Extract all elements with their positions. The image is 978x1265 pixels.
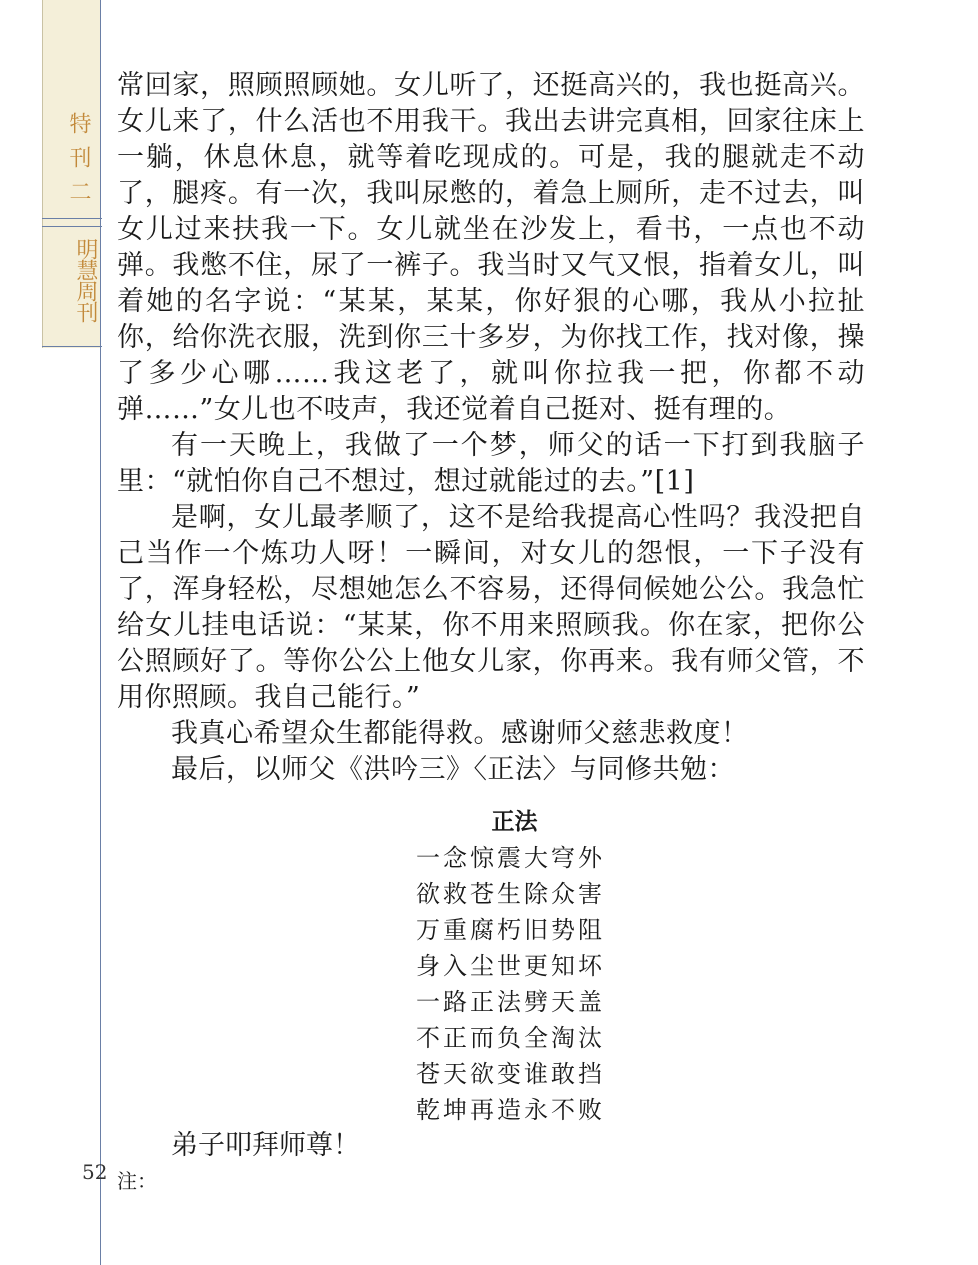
sidebar-bottom-rule xyxy=(42,346,102,347)
note-label: 注： xyxy=(117,1169,157,1193)
sidebar-divider-top xyxy=(42,218,102,219)
article-body xyxy=(117,68,865,788)
page-number: 52 xyxy=(82,1160,108,1184)
paragraph-2: 有一天晚上，我做了一个梦，师父的话一下打到我脑子里：“就怕你自己不想过，想过就能过的去。”[1] xyxy=(117,430,865,497)
paragraph-5: 最后，以师父《洪吟三》〈正法〉与同修共勉： xyxy=(171,754,735,785)
paragraph-3: 是啊，女儿最孝顺了，这不是给我提高心性吗？我没把自己当作一个炼功人呀！一瞬间，对女儿的怨恨，一下子没有了，浑身轻松，尽想她怎么不容易，还得伺候她公公。我急忙给女儿挂电话说：“某某，你不用来照顾我。你在家，把你公公照顾好了。等你公公上他女儿家，你再来。我有师父管，不用你照顾。我自己能行。” xyxy=(117,502,865,713)
publication-label: 明慧周刊 xyxy=(73,238,98,322)
poem-title: 正法 xyxy=(491,808,538,835)
margin-rule xyxy=(100,0,101,1265)
poem-line: 身入尘世更知坏 xyxy=(416,952,605,980)
poem-line: 欲救苍生除众害 xyxy=(416,880,605,908)
closing-line: 弟子叩拜师尊！ xyxy=(171,1130,360,1161)
poem-body xyxy=(416,840,646,1128)
poem-line: 不正而负全淘汰 xyxy=(416,1024,605,1052)
paragraph-1: 常回家，照顾照顾她。女儿听了，还挺高兴的，我也挺高兴。女儿来了，什么活也不用我干。我出去讲完真相，回家往床上一躺，休息休息，就等着吃现成的。可是，我的腿就走不动了，腿疼。有一次，我叫尿憋的，着急上厕所，走不过去，叫女儿过来扶我一下。女儿就坐在沙发上，看书，一点也不动弹。我憋不住，尿了一裤子。我当时又气又恨，指着女儿，叫着她的名字说：“某某，某某，你好狠的心哪，我从小拉扯你，给你洗衣服，洗到你三十多岁，为你找工作，找对像，操了多少心哪……我这老了，就叫你拉我一把，你都不动弹……”女儿也不吱声，我还觉着自己挺对、挺有理的。 xyxy=(117,70,865,425)
paragraph-4: 我真心希望众生都能得救。感谢师父慈悲救度！ xyxy=(171,718,749,749)
poem-line: 乾坤再造永不败 xyxy=(416,1096,605,1124)
poem-line: 一路正法劈天盖 xyxy=(416,988,605,1016)
poem-line: 万重腐朽旧势阻 xyxy=(416,916,605,944)
section-label: 特刊二 xyxy=(66,112,91,214)
sidebar-divider-bottom xyxy=(42,226,102,227)
poem-line: 苍天欲变谁敢挡 xyxy=(416,1060,605,1088)
poem-line: 一念惊震大穹外 xyxy=(416,844,605,872)
